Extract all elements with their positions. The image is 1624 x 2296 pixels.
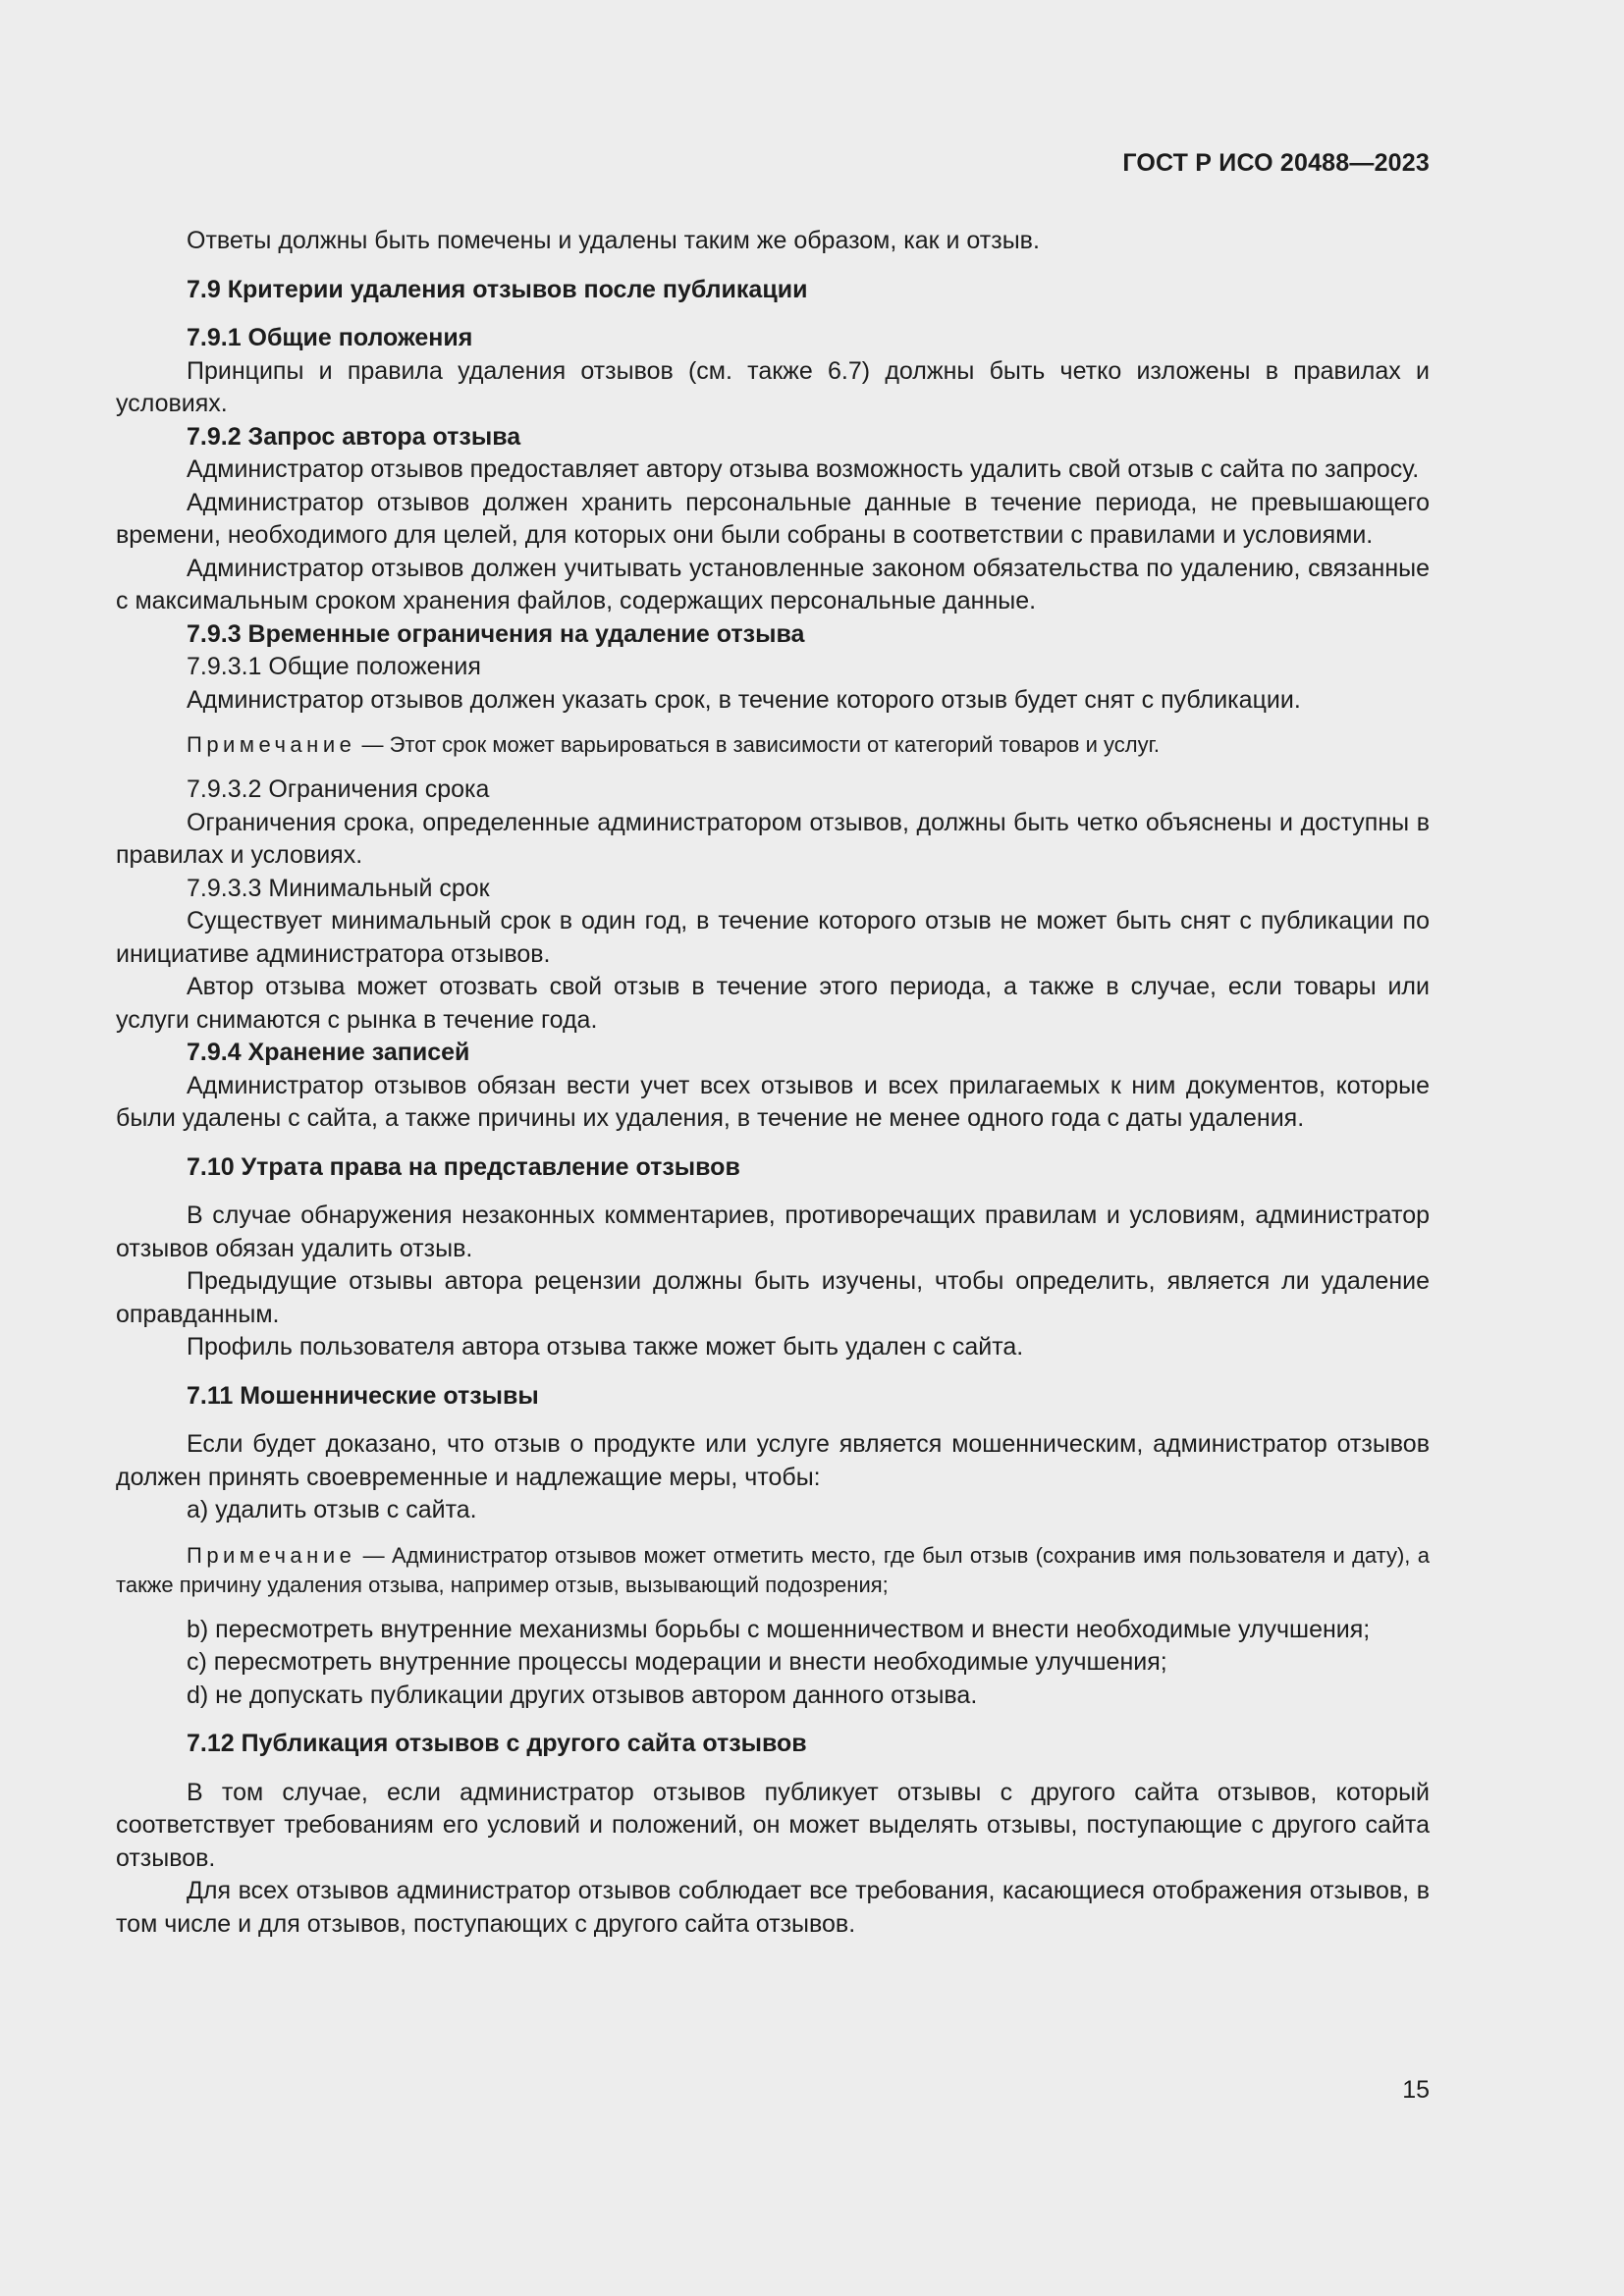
paragraph: Профиль пользователя автора отзыва также может быть удален с сайта.	[187, 1333, 1024, 1361]
paragraph: Администратор отзывов должен указать срок, в течение которого отзыв будет снят с публикации.	[187, 685, 1301, 714]
document-header: ГОСТ Р ИСО 20488—2023	[1122, 149, 1430, 177]
note	[116, 1541, 1430, 1600]
section-heading-7-12: 7.12 Публикация отзывов с другого сайта отзывов	[187, 1730, 807, 1757]
section-heading-7-11: 7.11 Мошеннические отзывы	[187, 1381, 539, 1410]
note-label: Примечание	[187, 732, 356, 757]
paragraph: Для всех отзывов администратор отзывов соблюдает все требования, касающиеся отображения отзывов, в том числе и для отзывов, поступающих с другого сайта отзывов.	[116, 1877, 1430, 1938]
paragraph: Администратор отзывов должен хранить персональные данные в течение периода, не превышающего времени, необходимого для целей, для которых они были собраны в соответствии с правилами и условиями.	[116, 488, 1430, 549]
section-heading-7-10: 7.10 Утрата права на представление отзывов	[187, 1152, 740, 1181]
section-heading-7-9-4: 7.9.4 Хранение записей	[187, 1039, 470, 1066]
note	[116, 730, 1430, 760]
paragraph: Ответы должны быть помечены и удалены таким же образом, как и отзыв.	[187, 227, 1040, 254]
subsection-heading-7-9-3-1: 7.9.3.1 Общие положения	[187, 653, 481, 680]
paragraph: Принципы и правила удаления отзывов (см. также 6.7) должны быть четко изложены в правилах и условиях.	[116, 356, 1430, 417]
paragraph: Ограничения срока, определенные администратором отзывов, должны быть четко объяснены и доступны в правилах и условиях.	[116, 808, 1430, 869]
paragraph: Существует минимальный срок в один год, в течение которого отзыв не может быть снят с публикации по инициативе администратора отзывов.	[116, 907, 1430, 968]
page-number: 15	[1402, 2076, 1430, 2104]
paragraph: В том случае, если администратор отзывов публикует отзывы с другого сайта отзывов, который соответствует требованиям его условий и положений, он может выделять отзывы, поступающие с другого сайта отзывов.	[116, 1778, 1430, 1872]
section-heading-7-9-3: 7.9.3 Временные ограничения на удаление отзыва	[187, 619, 805, 648]
list-item-d: d) не допускать публикации других отзывов автором данного отзыва.	[187, 1681, 978, 1709]
paragraph: В случае обнаружения незаконных комментариев, противоречащих правилам и условиям, администратор отзывов обязан удалить отзыв.	[116, 1201, 1430, 1262]
note-label: Примечание	[187, 1542, 356, 1568]
paragraph: Предыдущие отзывы автора рецензии должны быть изучены, чтобы определить, является ли удаление оправданным.	[116, 1267, 1430, 1328]
subsection-heading-7-9-3-2: 7.9.3.2 Ограничения срока	[187, 775, 490, 803]
paragraph: Администратор отзывов должен учитывать установленные законом обязательства по удалению, связанные с максимальным сроком хранения файлов, содержащих персональные данные.	[116, 554, 1430, 614]
list-item-a: a) удалить отзыв с сайта.	[187, 1496, 477, 1523]
note-text: — Этот срок может варьироваться в зависимости от категорий товаров и услуг.	[355, 732, 1161, 757]
subsection-heading-7-9-3-3: 7.9.3.3 Минимальный срок	[187, 874, 490, 902]
paragraph: Администратор отзывов предоставляет автору отзыва возможность удалить свой отзыв с сайта по запросу.	[187, 455, 1420, 483]
paragraph: Если будет доказано, что отзыв о продукте или услуге является мошенническим, администратор отзывов должен принять своевременные и надлежащие меры, чтобы:	[116, 1430, 1430, 1491]
paragraph: Администратор отзывов обязан вести учет всех отзывов и всех прилагаемых к ним документов, которые были удалены с сайта, а также причины их удаления, в течение не менее одного года с даты удаления.	[116, 1071, 1430, 1132]
section-heading-7-9-2: 7.9.2 Запрос автора отзыва	[187, 422, 521, 451]
list-item-b: b) пересмотреть внутренние механизмы борьбы с мошенничеством и внести необходимые улучшения;	[187, 1615, 1371, 1643]
section-heading-7-9-1: 7.9.1 Общие положения	[187, 324, 473, 351]
list-item-c: c) пересмотреть внутренние процессы модерации и внести необходимые улучшения;	[187, 1648, 1167, 1676]
section-heading-7-9: 7.9 Критерии удаления отзывов после публикации	[187, 275, 808, 303]
document-page	[116, 0, 1430, 2296]
note-text: — Администратор отзывов может отметить место, где был отзыв (сохранив имя пользователя и дату), а также причину удаления отзыва, например отзыв, вызывающий подозрения;	[116, 1542, 1430, 1597]
document-body	[116, 225, 1430, 1941]
paragraph: Автор отзыва может отозвать свой отзыв в течение этого периода, а также в случае, если товары или услуги снимаются с рынка в течение года.	[116, 973, 1430, 1034]
